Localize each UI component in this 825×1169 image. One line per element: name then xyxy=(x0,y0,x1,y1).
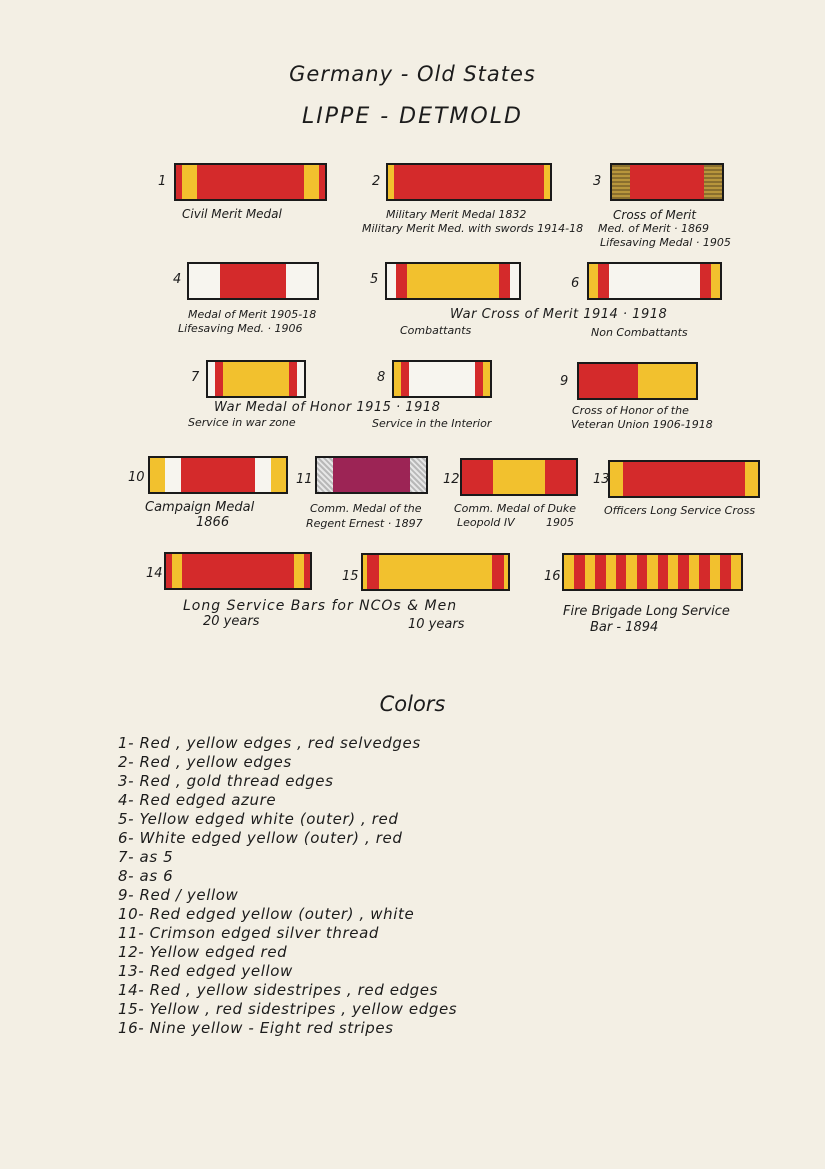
stripe-yellow xyxy=(394,362,401,396)
ribbon-number: 4 xyxy=(173,272,182,287)
ribbon-label: Lifesaving Medal · 1905 xyxy=(600,236,731,249)
ribbon-16 xyxy=(562,553,743,591)
color-entry: 4- Red edged azure xyxy=(118,791,277,809)
group-label-long-service: Long Service Bars for NCOs & Men xyxy=(183,598,458,614)
ribbon-label: Lifesaving Med. · 1906 xyxy=(178,322,303,335)
ribbon-label: Service in the Interior xyxy=(372,417,492,430)
stripe-crimson xyxy=(333,458,409,492)
stripe-yellow xyxy=(606,555,616,589)
color-entry: 13- Red edged yellow xyxy=(118,962,293,980)
stripe-red xyxy=(367,555,379,589)
color-entry: 2- Red , yellow edges xyxy=(118,753,292,771)
stripe-yellow xyxy=(731,555,741,589)
stripe-red xyxy=(401,362,410,396)
ribbon-8 xyxy=(392,360,492,398)
ribbon-12 xyxy=(460,458,578,496)
stripe-yellow xyxy=(271,458,286,492)
color-entry: 3- Red , gold thread edges xyxy=(118,772,334,790)
stripe-yellow xyxy=(745,462,758,496)
page-title: LIPPE - DETMOLD xyxy=(302,104,523,129)
ribbon-label: Campaign Medal xyxy=(145,500,255,515)
ribbon-label: Bar - 1894 xyxy=(590,620,659,635)
color-entry: 16- Nine yellow - Eight red stripes xyxy=(118,1019,394,1037)
ribbon-number: 8 xyxy=(377,370,386,385)
ribbon-label: Civil Merit Medal xyxy=(182,207,282,221)
ribbon-number: 6 xyxy=(571,276,580,291)
stripe-red xyxy=(289,362,298,396)
stripe-red xyxy=(394,165,543,199)
stripe-yellow xyxy=(710,555,720,589)
colors-list xyxy=(118,734,457,1038)
stripe-red xyxy=(678,555,688,589)
ribbon-label: Fire Brigade Long Service xyxy=(563,604,730,619)
stripe-red xyxy=(658,555,668,589)
stripe-red xyxy=(545,460,576,494)
color-entry: 10- Red edged yellow (outer) , white xyxy=(118,905,415,923)
ribbon-number: 13 xyxy=(593,472,610,487)
colors-heading: Colors xyxy=(379,692,446,716)
stripe-yellow xyxy=(585,555,595,589)
color-entry: 5- Yellow edged white (outer) , red xyxy=(118,810,399,828)
ribbon-number: 14 xyxy=(146,566,163,581)
color-entry: 6- White edged yellow (outer) , red xyxy=(118,829,403,847)
stripe-yellow xyxy=(626,555,636,589)
ribbon-label: Combattants xyxy=(400,324,472,337)
stripe-white xyxy=(208,362,215,396)
ribbon-label: Cross of Merit xyxy=(613,208,697,222)
color-entry: 12- Yellow edged red xyxy=(118,943,288,961)
ribbon-label: 10 years xyxy=(408,617,465,632)
ribbon-4 xyxy=(187,262,319,300)
ribbon-number: 9 xyxy=(560,374,569,389)
stripe-white xyxy=(165,458,181,492)
stripe-yellow xyxy=(504,555,508,589)
ribbon-label: Cross of Honor of the xyxy=(572,404,689,417)
stripe-silver xyxy=(317,458,333,492)
stripe-red xyxy=(630,165,705,199)
ribbon-label: Regent Ernest · 1897 xyxy=(306,517,423,530)
color-entry: 11- Crimson edged silver thread xyxy=(118,924,380,942)
stripe-red xyxy=(623,462,744,496)
color-entry: 9- Red / yellow xyxy=(118,886,239,904)
stripe-yellow xyxy=(223,362,288,396)
ribbon-label: Service in war zone xyxy=(188,416,296,429)
ribbon-3 xyxy=(610,163,724,201)
ribbon-11 xyxy=(315,456,428,494)
stripe-yellow xyxy=(294,554,304,588)
ribbon-number: 2 xyxy=(372,174,381,189)
stripe-white xyxy=(286,264,317,298)
stripe-gold xyxy=(612,165,630,199)
stripe-white xyxy=(510,264,519,298)
ribbon-label: Officers Long Service Cross xyxy=(604,504,756,517)
stripe-white xyxy=(189,264,220,298)
stripe-yellow xyxy=(182,165,197,199)
color-entry: 7- as 5 xyxy=(118,848,174,866)
stripe-yellow xyxy=(689,555,699,589)
ribbon-15 xyxy=(361,553,510,591)
ribbon-number: 5 xyxy=(370,272,379,287)
stripe-red xyxy=(492,555,504,589)
ribbon-number: 1 xyxy=(158,174,167,189)
stripe-red xyxy=(616,555,626,589)
ribbon-13 xyxy=(608,460,760,498)
ribbon-label: Non Combattants xyxy=(591,326,688,339)
stripe-red xyxy=(499,264,510,298)
ribbon-label: 1905 xyxy=(546,516,574,529)
stripe-white xyxy=(387,264,396,298)
stripe-red xyxy=(700,264,710,298)
stripe-red xyxy=(215,362,224,396)
ribbon-14 xyxy=(164,552,312,590)
stripe-red xyxy=(319,165,325,199)
ribbon-label: Med. of Merit · 1869 xyxy=(598,222,709,235)
stripe-red xyxy=(637,555,647,589)
stripe-white xyxy=(409,362,474,396)
color-entry: 14- Red , yellow sidestripes , red edges xyxy=(118,981,439,999)
ribbon-label: Comm. Medal of the xyxy=(310,502,422,515)
stripe-red xyxy=(595,555,605,589)
stripe-yellow xyxy=(304,165,319,199)
ribbon-label: Leopold IV xyxy=(457,516,515,529)
ribbon-label: 1866 xyxy=(196,515,230,530)
ribbon-7 xyxy=(206,360,306,398)
ribbon-10 xyxy=(148,456,288,494)
stripe-red xyxy=(304,554,310,588)
ribbon-number: 15 xyxy=(342,569,359,584)
stripe-red xyxy=(699,555,709,589)
stripe-yellow xyxy=(564,555,574,589)
stripe-red xyxy=(396,264,407,298)
group-label-war-medal: War Medal of Honor 1915 · 1918 xyxy=(214,400,441,415)
ribbon-9 xyxy=(577,362,698,400)
stripe-yellow xyxy=(610,462,623,496)
stripe-yellow xyxy=(172,554,182,588)
group-label-war-cross: War Cross of Merit 1914 · 1918 xyxy=(450,307,668,322)
stripe-yellow xyxy=(647,555,657,589)
ribbon-number: 16 xyxy=(544,569,561,584)
color-entry: 1- Red , yellow edges , red selvedges xyxy=(118,734,421,752)
ribbon-label: 20 years xyxy=(203,614,260,629)
stripe-yellow xyxy=(407,264,499,298)
ribbon-6 xyxy=(587,262,722,300)
ribbon-label: Medal of Merit 1905-18 xyxy=(188,308,317,321)
ribbon-2 xyxy=(386,163,552,201)
stripe-white xyxy=(297,362,304,396)
ribbon-number: 11 xyxy=(296,472,313,487)
stripe-silver xyxy=(410,458,426,492)
stripe-yellow xyxy=(544,165,550,199)
stripe-red xyxy=(579,364,638,398)
stripe-red xyxy=(182,554,294,588)
stripe-red xyxy=(220,264,287,298)
ribbon-label: Military Merit Med. with swords 1914-18 xyxy=(362,222,584,235)
ribbon-label: Military Merit Medal 1832 xyxy=(386,208,527,221)
stripe-red xyxy=(720,555,730,589)
ribbon-label: Comm. Medal of Duke xyxy=(454,502,577,515)
ribbon-label: Veteran Union 1906-1918 xyxy=(571,418,713,431)
stripe-yellow xyxy=(379,555,492,589)
color-entry: 8- as 6 xyxy=(118,867,174,885)
stripe-yellow xyxy=(483,362,490,396)
stripe-yellow xyxy=(638,364,697,398)
stripe-red xyxy=(574,555,584,589)
ribbon-5 xyxy=(385,262,521,300)
stripe-red xyxy=(598,264,608,298)
stripe-gold xyxy=(704,165,722,199)
stripe-yellow xyxy=(668,555,678,589)
ribbon-1 xyxy=(174,163,327,201)
stripe-yellow xyxy=(589,264,598,298)
ribbon-number: 12 xyxy=(443,472,460,487)
stripe-white xyxy=(255,458,271,492)
ribbon-number: 7 xyxy=(191,370,200,385)
stripe-yellow xyxy=(150,458,165,492)
stripe-yellow xyxy=(711,264,720,298)
stripe-red xyxy=(462,460,493,494)
stripe-white xyxy=(609,264,701,298)
stripe-yellow xyxy=(493,460,545,494)
ribbon-number: 3 xyxy=(593,174,602,189)
color-entry: 15- Yellow , red sidestripes , yellow edges xyxy=(118,1000,458,1018)
stripe-red xyxy=(181,458,254,492)
ribbon-number: 10 xyxy=(128,470,145,485)
stripe-red xyxy=(197,165,304,199)
stripe-red xyxy=(475,362,484,396)
page-subtitle: Germany - Old States xyxy=(289,62,536,86)
